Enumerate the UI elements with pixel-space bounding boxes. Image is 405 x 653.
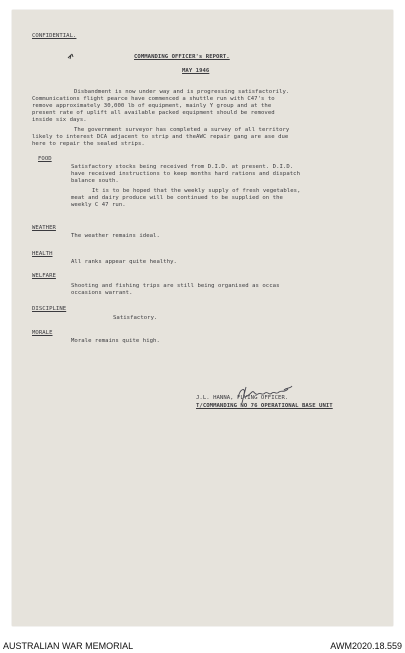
- intro-line-2: Communications flight pearce have commenced a shuttle run with C47's to: [32, 96, 275, 102]
- survey-line-1: The government surveyor has completed a survey of all territory: [74, 127, 290, 133]
- food-heading: FOOD: [38, 156, 52, 162]
- weather-text: The weather remains ideal.: [71, 233, 160, 239]
- intro-line-4: present rate of uplift all available packed equipment should be removed: [32, 110, 275, 116]
- footer-bar: [0, 637, 405, 653]
- report-title: COMMANDING OFFICER's REPORT.: [134, 54, 230, 60]
- welfare-line-1: Shooting and fishing trips are still being organised as occas: [71, 283, 280, 289]
- weather-heading: WEATHER: [32, 225, 56, 231]
- survey-line-2: likely to interest DCA adjacent to strip and theAWC repair gang are ase due: [32, 134, 289, 140]
- intro-line-5: inside six days.: [32, 117, 87, 123]
- discipline-heading: DISCIPLINE: [32, 306, 67, 312]
- food-line-5: meat and dairy produce will be continued to be supplied on the: [71, 195, 283, 201]
- handwritten-mark-icon: [67, 51, 77, 61]
- food-line-6: weekly C 47 run.: [71, 202, 126, 208]
- handwritten-signature: [234, 384, 296, 406]
- discipline-text: Satisfactory.: [113, 315, 158, 321]
- survey-line-3: here to repair the sealed strips.: [32, 141, 145, 147]
- morale-heading: MORALE: [32, 330, 53, 336]
- welfare-heading: WELFARE: [32, 273, 56, 279]
- intro-line-3: remove approximately 30,000 lb of equipment, mainly Y group and at the: [32, 103, 272, 109]
- classification-label: CONFIDENTIAL.: [32, 33, 77, 39]
- food-line-4: It is to be hoped that the weekly supply of fresh vegetables,: [92, 188, 301, 194]
- footer-accession-number: AWM2020.18.559: [330, 641, 402, 651]
- document-page: [12, 10, 393, 626]
- morale-text: Morale remains quite high.: [71, 338, 160, 344]
- food-line-2: have received instructions to keep months hard rations and dispatch: [71, 171, 300, 177]
- report-date: MAY 1946: [182, 68, 210, 74]
- food-line-3: balance south.: [71, 178, 119, 184]
- footer-source-label: AUSTRALIAN WAR MEMORIAL: [3, 641, 134, 651]
- health-text: All ranks appear quite healthy.: [71, 259, 177, 265]
- health-heading: HEALTH: [32, 251, 53, 257]
- welfare-line-2: occasions warrant.: [71, 290, 133, 296]
- intro-line-1: Disbandment is now under way and is progressing satisfactorily.: [74, 89, 290, 95]
- signature-unit-line: T/COMMANDING NO 76 OPERATIONAL BASE UNIT: [196, 403, 333, 409]
- food-line-1: Satisfactory stocks being received from D.I.D. at present. D.I.D.: [71, 164, 294, 170]
- signature-name-line: J.L. HANNA, FLYING OFFICER.: [196, 395, 289, 401]
